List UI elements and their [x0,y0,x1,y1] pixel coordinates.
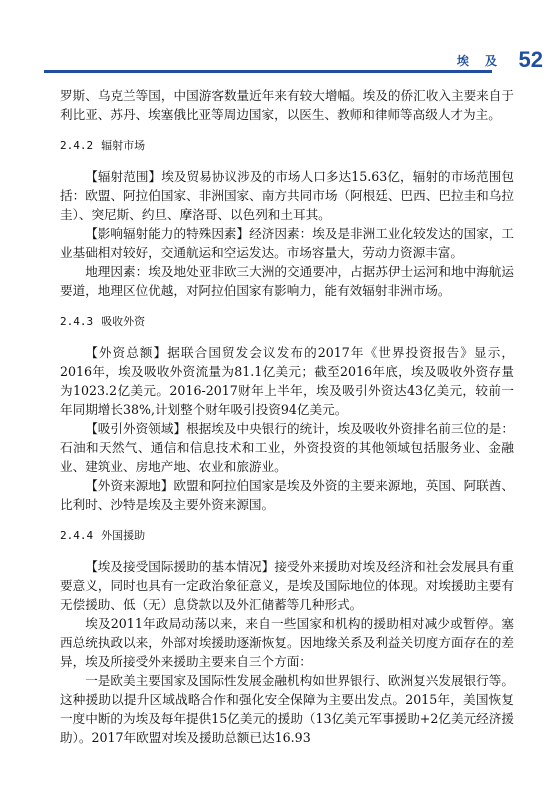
body-paragraph: 【外资总额】据联合国贸发会议发布的2017年《世界投资报告》显示，2016年，埃及吸收外资流量为81.1亿美元；截至2016年底，埃及吸收外资存量为1023.2亿美元。2016-2017财年上半年，埃及吸引外资达43亿美元，较前一年同期增长38%,计划整个财年吸引投资94亿美元。 [60,345,514,417]
body-paragraph: 一是欧美主要国家及国际性发展金融机构如世界银行、欧洲复兴发展银行等。这种援助以提升区域战略合作和强化安全保障为主要出发点。2015年，美国恢复一度中断的为埃及每年提供15亿美元的援助（13亿美元军事援助+2亿美元经济援助）。2017年欧盟对埃及援助总额已达16.93 [60,673,514,745]
section-number: 2.4.2 [60,139,94,152]
header-rule [44,70,492,73]
section-title: 吸收外资 [101,315,146,328]
page-body [60,86,514,747]
body-paragraph: 【埃及接受国际援助的基本情况】接受外来援助对埃及经济和社会发展具有重要意义，同时也具有一定政治象征意义，是埃及国际地位的体现。对埃援助主要有无偿援助、低（无）息贷款以及外汇储蓄等几种形式。 [60,559,514,612]
section-number: 2.4.4 [60,529,94,542]
page-header [0,0,559,80]
body-paragraph: 【吸引外资领域】根据埃及中央银行的统计，埃及吸收外资排名前三位的是：石油和天然气、通信和信息技术和工业，外资投资的其他领域包括服务业、金融业、建筑业、房地产地、农业和旅游业。 [60,421,514,474]
section-heading-2-4-2 [60,136,514,155]
body-paragraph: 【外资来源地】欧盟和阿拉伯国家是埃及外资的主要来源地，英国、阿联酋、比利时、沙特是埃及主要外资来源国。 [60,478,514,512]
section-title: 外国援助 [101,529,146,542]
section-title: 辐射市场 [101,139,146,152]
section-heading-2-4-3 [60,312,514,331]
body-paragraph: 【辐射范围】埃及贸易协议涉及的市场人口多达15.63亿，辐射的市场范围包括：欧盟、阿拉伯国家、非洲国家、南方共同市场（阿根廷、巴西、巴拉圭和乌拉圭）、突尼斯、约旦、摩洛哥、以色列和土耳其。 [60,169,514,222]
body-paragraph: 埃及2011年政局动荡以来，来自一些国家和机构的援助相对减少或暂停。塞西总统执政以来，外部对埃援助逐渐恢复。因地缘关系及利益关切度方面存在的差异，埃及所接受外来援助主要来自三个方面： [60,616,514,669]
body-paragraph: 地理因素：埃及地处亚非欧三大洲的交通要冲，占据苏伊士运河和地中海航运要道，地理区位优越，对阿拉伯国家有影响力，能有效辐射非洲市场。 [60,264,514,298]
chapter-title: 埃 及 [456,54,503,68]
page-number: 52 [518,47,543,72]
section-heading-2-4-4 [60,526,514,545]
body-paragraph: 【影响辐射能力的特殊因素】经济因素：埃及是非洲工业化较发达的国家，工业基础相对较好，交通航运和空运发达。市场容量大，劳动力资源丰富。 [60,226,514,260]
section-number: 2.4.3 [60,315,94,328]
intro-paragraph: 罗斯、乌克兰等国，中国游客数量近年来有较大增幅。埃及的侨汇收入主要来自于利比亚、苏丹、埃塞俄比亚等周边国家，以医生、教师和律师等高级人才为主。 [60,88,514,122]
